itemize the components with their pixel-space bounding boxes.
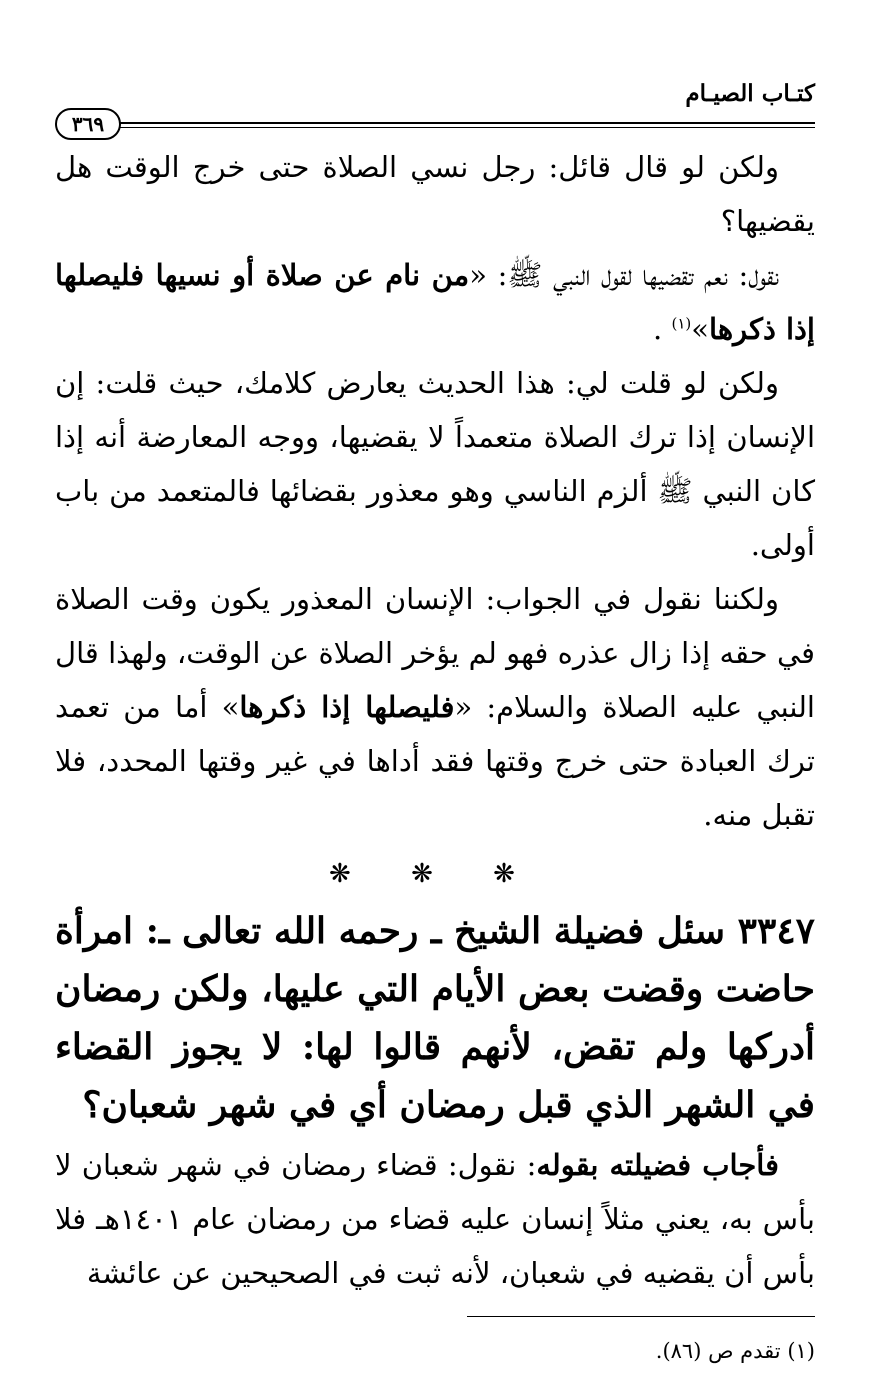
paragraph-2-text-a: نقول: نعم تقضيها لقول النبي ﷺ: « bbox=[469, 258, 779, 292]
paragraph-2 bbox=[55, 248, 815, 356]
footnote-divider bbox=[467, 1316, 815, 1317]
paragraph-3 bbox=[55, 356, 815, 572]
paragraph-4 bbox=[55, 572, 815, 842]
footnote: (١) تقدم ص (٨٦). bbox=[655, 1339, 815, 1363]
paragraph-4-text-b: » أما من تعمد ترك العبادة حتى خرج وقتها فقد أداها في غير وقتها المحدد، فلا تقبل منه. bbox=[55, 690, 815, 832]
header-rule-thin bbox=[119, 127, 815, 128]
paragraph-2-text-c: . bbox=[653, 312, 672, 346]
question-heading: ٣٣٤٧ سئل فضيلة الشيخ ـ رحمه الله تعالى ـ: امرأة حاضت وقضت بعض الأيام التي عليها، ولكن رمضان أدركها ولم تقض، لأنهم قالوا لها: لا يجوز القضاء في الشهر الذي قبل رمضان أي في شهر شعبان؟ bbox=[55, 910, 816, 1126]
running-title: كتـاب الصيـام bbox=[685, 80, 815, 107]
page-number: ٣٦٩ bbox=[55, 108, 121, 140]
answer-paragraph bbox=[55, 1138, 815, 1300]
paragraph-1-text: ولكن لو قال قائل: رجل نسي الصلاة حتى خرج الوقت هل يقضيها؟ bbox=[55, 150, 815, 238]
header-rule-thick bbox=[119, 122, 815, 124]
paragraph-4-text-a: ولكننا نقول في الجواب: الإنسان المعذور يكون وقت الصلاة في حقه إذا زال عذره فهو لم يؤخر الصلاة عن الوقت، ولهذا قال النبي عليه الصلاة والسلام: « bbox=[55, 582, 815, 724]
paragraph-2-text-b: » bbox=[691, 312, 710, 346]
answer-text: : نقول: قضاء رمضان في شهر شعبان لا بأس به، يعني مثلاً إنسان عليه قضاء من رمضان عام ١٤٠١هـ فلا بأس أن يقضيه في شعبان، لأنه ثبت في الصحيحين عن عائشة bbox=[55, 1148, 815, 1290]
paragraph-3-text: ولكن لو قلت لي: هذا الحديث يعارض كلامك، حيث قلت: إن الإنسان إذا ترك الصلاة متعمداً لا يقضيها، ووجه المعارضة أنه إذا كان النبي ﷺ ألزم الناسي وهو معذور بقضائها فالمتعمد من باب أولى. bbox=[55, 366, 815, 562]
paragraph-1 bbox=[55, 140, 815, 248]
hadith-quote: من نام عن صلاة أو نسيها فليصلها إذا ذكرها bbox=[55, 258, 815, 346]
page bbox=[55, 80, 815, 1367]
answer-lead: فأجاب فضيلته بقوله bbox=[536, 1148, 779, 1182]
footnote-ref: (١) bbox=[671, 314, 692, 333]
section-separator: ❋ ❋ ❋ bbox=[329, 859, 541, 889]
hadith-quote-2: فليصلها إذا ذكرها bbox=[239, 690, 455, 724]
page-header bbox=[55, 80, 815, 140]
